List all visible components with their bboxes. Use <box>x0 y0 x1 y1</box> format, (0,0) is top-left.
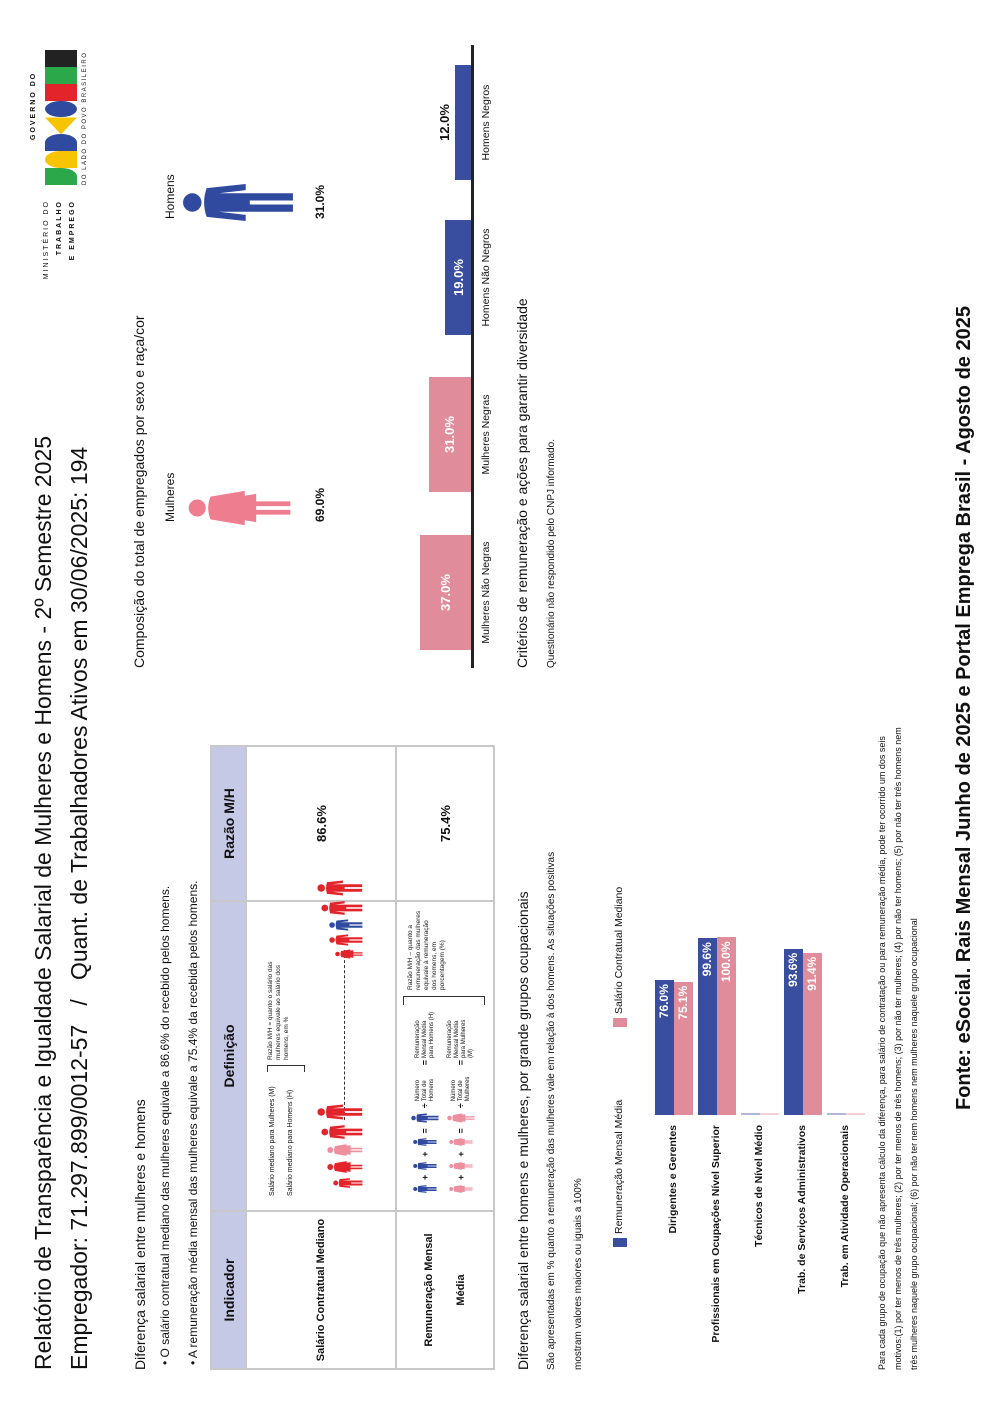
legend-swatch-pink <box>613 1018 627 1027</box>
indicator-line: Remuneração Mensal <box>423 1233 435 1347</box>
gap-bullet: • A remuneração média mensal das mulheres equivale a 75.4% da recebida pelos homens. <box>186 880 200 1365</box>
ministry-line: TRABALHO <box>56 200 63 256</box>
indicator-cell: Salário Contratual Mediano <box>246 1211 396 1369</box>
ratio-value: 75.4% <box>396 746 494 901</box>
bar-salario <box>760 1114 779 1116</box>
occupational-heading: Diferença salarial entre homens e mulheres, por grande grupos ocupacionais <box>515 891 531 1370</box>
legend-label: Salário Contratual Mediano <box>613 886 625 1014</box>
rem-h-text: Remuneração Mensal Média para Homens (H) <box>414 1011 435 1058</box>
footnote: Para cada grupo de ocupação que não apresenta cálculo da diferença, para salário de contratação ou para remuneração média, pode ter ocorrido um dos seis motivos:(1) por ter menos de três mulheres; (2) por ter menos de três homens; (3) por não ter mulheres; (4) por não ter homens; (5) por não ter três homens nem três mulheres naquele grupo ocupacional; (6) por não ter nem homens nem mulheres naquele grupo ocupacional <box>877 727 919 1370</box>
occupational-desc: São apresentadas em % quanto a remuneração das mulheres vale em relação à dos homens. As situações positivas <box>546 851 557 1370</box>
rem-m-text: Remuneração Mensal Média para Mulheres (M) <box>447 1019 474 1058</box>
men-value: 31.0% <box>313 184 327 219</box>
race-category-label: Mulheres Não Negras <box>480 541 492 644</box>
race-value-label: 37.0% <box>438 574 454 611</box>
table-row <box>396 746 494 1369</box>
plus-sign: + <box>420 1174 430 1180</box>
person-icon <box>413 1135 437 1149</box>
category-label: Trab. em Atividade Operacionais <box>839 1125 851 1288</box>
source-line: Fonte: eSocial. Rais Mensal Junho de 2025 e Portal Emprega Brasil - Agosto de 2025 <box>953 306 975 1110</box>
person-icon <box>413 1182 437 1196</box>
occupational-desc: mostram valores maiores ou iguais a 100% <box>573 1178 584 1370</box>
race-value-label: 19.0% <box>450 259 466 296</box>
equals-sign: = <box>456 1128 466 1134</box>
category-label: Técnicos de Nível Médio <box>753 1125 765 1247</box>
equals-sign: = <box>420 1128 430 1134</box>
women-label: Mulheres <box>163 472 177 522</box>
bar-value-label: 75.1% <box>676 985 690 1020</box>
table-header-row <box>211 746 246 1369</box>
criteria-heading: Critérios de remuneração e ações para garantir diversidade <box>514 298 530 668</box>
person-icon <box>321 1123 363 1141</box>
n-h-text: Número Total de Homens <box>414 1078 435 1102</box>
race-category-label: Homens Negros <box>480 84 492 161</box>
indicator-table <box>210 745 495 1370</box>
ministry-line: MINISTÉRIO DO <box>43 200 50 280</box>
person-icon <box>449 1135 473 1149</box>
race-chart-baseline <box>471 45 474 668</box>
divide-sign: ÷ <box>456 1103 466 1109</box>
plus-sign: + <box>456 1151 466 1157</box>
race-category-label: Homens Não Negros <box>480 228 492 327</box>
bar-value-label: 100.0% <box>719 941 733 983</box>
category-label: Trab. de Serviços Administrativos <box>796 1125 808 1294</box>
divide-sign: ÷ <box>420 1103 430 1109</box>
brace <box>403 996 485 1005</box>
ministry-line: E EMPREGO <box>69 200 76 261</box>
indicator-line: Média <box>455 1274 467 1306</box>
bar-remuneracao <box>827 1114 846 1116</box>
race-value-label: 12.0% <box>437 104 453 141</box>
person-icon <box>333 1176 363 1190</box>
definition-cell <box>396 901 494 1211</box>
header-indicador: Indicador <box>211 1211 246 1369</box>
gap-bullet-text: O salário contratual mediano das mulheres equivale a 86.6% do recebido pelos homens. <box>158 885 172 1358</box>
race-value-label: 31.0% <box>442 416 458 453</box>
indicator-cell <box>396 1211 494 1369</box>
person-icon <box>329 918 363 932</box>
gap-bullet: • O salário contratual mediano das mulheres equivale a 86.6% do recebido pelos homens. <box>158 885 172 1365</box>
race-bar <box>455 65 472 180</box>
employer-line: Empregador: 71.297.899/0012-57 / Quant. de Trabalhadores Ativos em 30/06/2025: 194 <box>66 446 92 1370</box>
ministry-logo <box>40 200 79 295</box>
woman-icon <box>185 489 295 527</box>
category-label: Profissionais em Ocupações Nível Superior <box>710 1125 722 1343</box>
legend-swatch-blue <box>613 1238 627 1247</box>
bar-value-label: 99.6% <box>700 942 714 977</box>
person-icon <box>327 1142 363 1158</box>
race-category-label: Mulheres Negras <box>480 394 492 475</box>
person-icon <box>413 1159 437 1173</box>
table-row <box>246 746 396 1369</box>
gap-heading: Diferença salarial entre mulheres e homens <box>132 1099 148 1370</box>
person-icon <box>327 1159 363 1175</box>
person-icon <box>321 899 363 917</box>
header-razao: Razão M/H <box>211 746 246 901</box>
person-icon <box>449 1159 473 1173</box>
equals-sign: = <box>456 1059 466 1066</box>
def-m-text: Salário mediano para Mulheres (M) <box>269 1086 276 1196</box>
person-icon <box>449 1182 473 1196</box>
figures-group <box>317 1102 363 1190</box>
plus-sign: + <box>420 1151 430 1157</box>
bar-remuneracao <box>741 1114 760 1116</box>
def-h-text: Salário mediano para Homens (H) <box>287 1089 294 1196</box>
men-formula <box>411 1010 439 1196</box>
bar-salario <box>846 1114 865 1116</box>
def-ratio-text: Razão M/H = quanto o salário das mulheres equivale ao salário dos homens, em % <box>267 961 290 1060</box>
person-icon <box>411 1110 439 1126</box>
composition-heading: Composição do total de empregados por sexo e raça/cor <box>131 315 147 668</box>
person-icon <box>317 1102 363 1122</box>
gap-bullet-text: A remuneração média mensal das mulheres equivale a 75.4% da recebida pelos homens. <box>186 880 200 1359</box>
equals-sign: = <box>420 1059 430 1066</box>
person-icon <box>335 948 363 960</box>
plus-sign: + <box>456 1174 466 1180</box>
criteria-text: Questionário não respondido pelo CNPJ informado. <box>546 438 557 668</box>
ratio-value: 86.6% <box>246 746 396 901</box>
report-title: Relatório de Transparência e Igualdade Salarial de Mulheres e Homens - 2º Semestre 2025 <box>30 435 56 1370</box>
bar-value-label: 91.4% <box>805 956 819 991</box>
median-dashed-line <box>344 950 345 1120</box>
category-label: Dirigentes e Gerentes <box>667 1125 679 1234</box>
men-label: Homens <box>163 174 177 219</box>
def-ratio-text: Razão M/H – quanto a remuneração das mulheres equivale à remuneração dos homens, em porcentagem (%) <box>407 910 446 990</box>
person-icon <box>447 1110 475 1126</box>
gov-brasil-logo <box>30 45 100 185</box>
bar-value-label: 93.6% <box>786 952 800 987</box>
person-icon <box>329 933 363 947</box>
n-m-text: Número Total de Mulheres <box>450 1076 471 1102</box>
bar-value-label: 76.0% <box>657 984 671 1019</box>
women-value: 69.0% <box>313 487 327 522</box>
man-icon <box>182 180 295 225</box>
legend-label: Remuneração Mensal Média <box>613 1099 625 1234</box>
header-definicao: Definição <box>211 901 246 1211</box>
brace <box>267 1065 305 1072</box>
definition-cell <box>246 901 396 1211</box>
women-formula <box>447 1010 475 1196</box>
gov-slogan: DO LADO DO POVO BRASILEIRO <box>82 51 88 185</box>
gov-top-text: GOVERNO DO <box>30 71 37 140</box>
